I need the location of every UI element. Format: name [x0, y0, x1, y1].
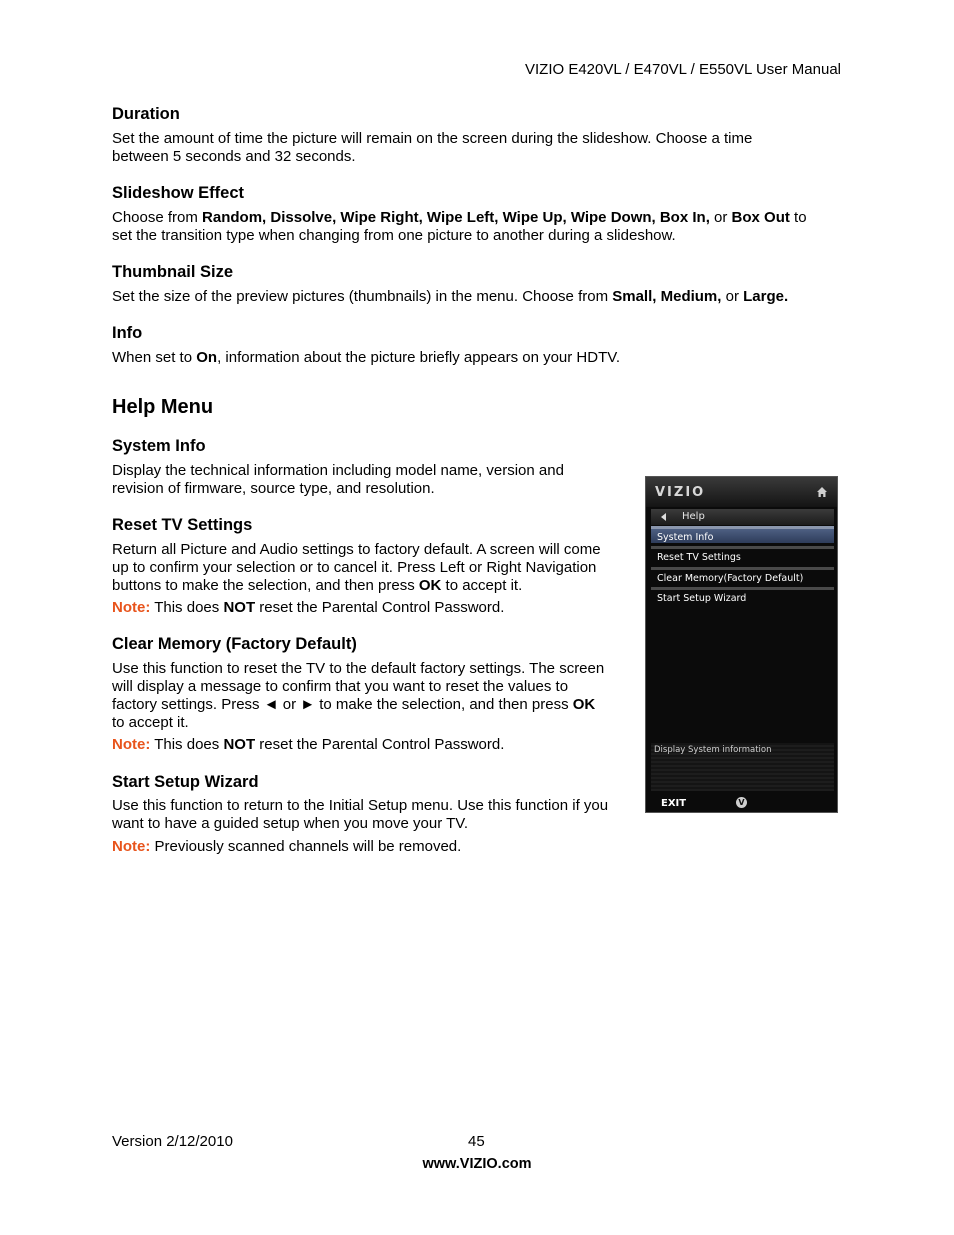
- system-info-text: [112, 462, 564, 498]
- footer-page-number: 45: [468, 1133, 485, 1150]
- clear-memory-heading: Clear Memory (Factory Default): [112, 635, 357, 653]
- duration-text: [112, 130, 752, 166]
- tv-menu-item-system-info: System Info: [651, 526, 834, 543]
- duration-line-1: Set the amount of time the picture will remain on the screen during the slideshow. Choose a time: [112, 130, 753, 147]
- vizio-logo: VIZIO: [655, 485, 706, 500]
- tv-menu-exit-label: EXIT: [661, 798, 687, 809]
- tv-menu-back-label: Help: [682, 511, 705, 522]
- tv-menu-title-bar: [646, 477, 837, 507]
- duration-heading: Duration: [112, 105, 180, 123]
- manual-header: VIZIO E420VL / E470VL / E550VL User Manual: [524, 61, 841, 78]
- clear-line-3: factory settings. Press ◄ or ► to make the selection, and then press OK: [112, 696, 596, 713]
- thumbnail-text: Set the size of the preview pictures (thumbnails) in the menu. Choose from Small, Medium, or Large.: [112, 288, 789, 305]
- reset-line-2: up to confirm your selection or to cancel it. Press Left or Right Navigation: [112, 559, 597, 576]
- tv-menu-item-reset-tv-settings: Reset TV Settings: [651, 546, 834, 563]
- reset-text: [112, 541, 601, 595]
- v-button-icon: V: [736, 797, 747, 808]
- back-arrow-icon: [661, 513, 666, 521]
- tv-menu-item-start-setup-wizard: Start Setup Wizard: [651, 587, 834, 604]
- reset-note: Note: This does NOT reset the Parental Control Password.: [112, 599, 505, 616]
- system-info-heading: System Info: [112, 437, 206, 455]
- footer-version: Version 2/12/2010: [112, 1133, 233, 1150]
- home-icon: [816, 486, 828, 498]
- setup-wizard-heading: Start Setup Wizard: [112, 773, 259, 791]
- wizard-line-2: want to have a guided setup when you move your TV.: [112, 815, 469, 832]
- slideshow-line-2: set the transition type when changing from one picture to another during a slideshow.: [112, 227, 676, 244]
- thumbnail-heading: Thumbnail Size: [112, 263, 234, 281]
- tv-menu-description: Display System information: [651, 743, 834, 791]
- clear-memory-note: Note: This does NOT reset the Parental Control Password.: [112, 736, 505, 753]
- tv-menu-item-clear-memory: Clear Memory(Factory Default): [651, 567, 834, 584]
- slideshow-heading: Slideshow Effect: [112, 184, 245, 202]
- help-menu-heading: Help Menu: [112, 396, 214, 418]
- reset-line-1: Return all Picture and Audio settings to factory default. A screen will come: [112, 541, 601, 558]
- setup-wizard-text: [112, 797, 608, 833]
- clear-line-2: will display a message to confirm that you want to reset the values to: [112, 678, 569, 695]
- setup-wizard-note: Note: Previously scanned channels will be removed.: [112, 838, 462, 855]
- info-heading: Info: [112, 324, 143, 342]
- reset-heading: Reset TV Settings: [112, 516, 253, 534]
- wizard-line-1: Use this function to return to the Initial Setup menu. Use this function if you: [112, 797, 609, 814]
- system-info-line-2: revision of firmware, source type, and resolution.: [112, 480, 435, 497]
- duration-line-2: between 5 seconds and 32 seconds.: [112, 148, 356, 165]
- system-info-line-1: Display the technical information including model name, version and: [112, 462, 564, 479]
- clear-line-1: Use this function to reset the TV to the default factory settings. The screen: [112, 660, 605, 677]
- tv-menu-back-row: [651, 509, 834, 525]
- slideshow-text: [112, 209, 807, 245]
- tv-help-menu-screenshot: [645, 476, 838, 813]
- reset-line-3: buttons to make the selection, and then press OK to accept it.: [112, 577, 523, 594]
- clear-line-4: to accept it.: [112, 714, 189, 731]
- footer-url: www.VIZIO.com: [422, 1156, 532, 1172]
- info-text: When set to On, information about the picture briefly appears on your HDTV.: [112, 349, 621, 366]
- slideshow-line-1: Choose from Random, Dissolve, Wipe Right, Wipe Left, Wipe Up, Wipe Down, Box In, or Box Out to: [112, 209, 807, 226]
- clear-memory-text: [112, 660, 604, 732]
